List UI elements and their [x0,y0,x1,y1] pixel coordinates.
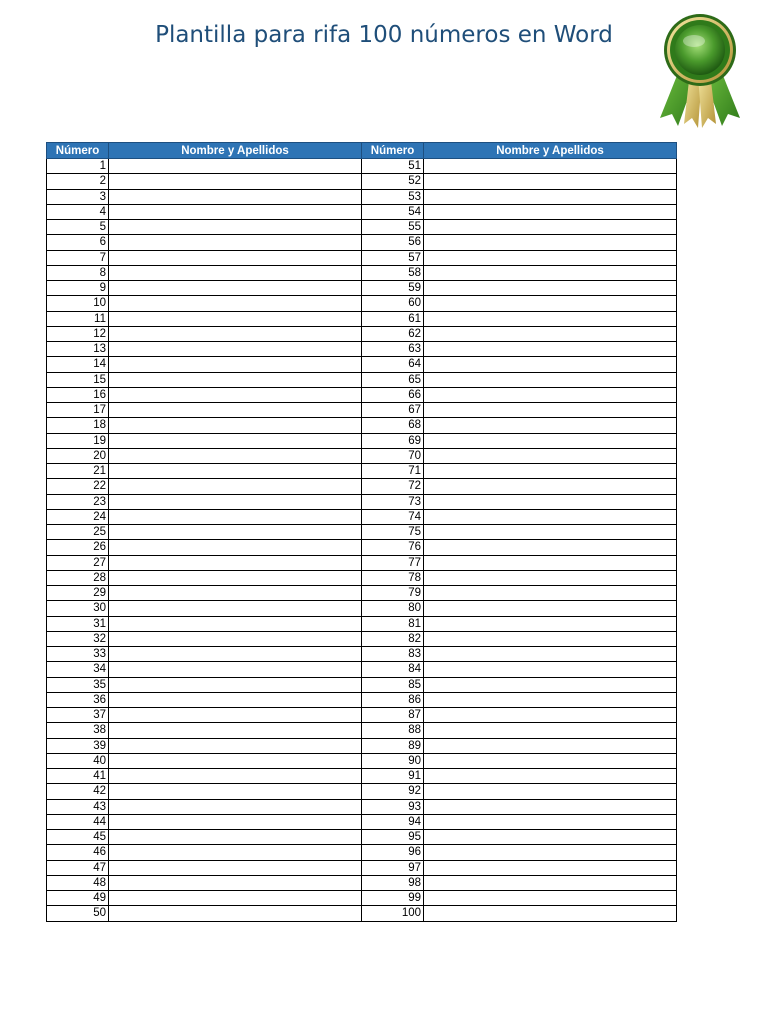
name-cell[interactable] [109,784,362,799]
number-cell: 91 [362,769,424,784]
name-cell[interactable] [109,250,362,265]
name-cell[interactable] [424,433,677,448]
name-cell[interactable] [109,662,362,677]
number-cell: 44 [47,814,109,829]
table-row [47,509,677,524]
name-cell[interactable] [424,845,677,860]
number-cell: 11 [47,311,109,326]
number-cell: 10 [47,296,109,311]
name-cell[interactable] [109,464,362,479]
number-cell: 60 [362,296,424,311]
number-cell: 4 [47,204,109,219]
name-cell[interactable] [424,662,677,677]
name-cell[interactable] [109,647,362,662]
table-row [47,357,677,372]
name-cell[interactable] [109,616,362,631]
number-cell: 100 [362,906,424,921]
raffle-table [46,142,677,922]
page-title: Plantilla para rifa 100 números en Word [155,22,613,48]
number-cell: 80 [362,601,424,616]
number-cell: 34 [47,662,109,677]
name-cell[interactable] [424,159,677,174]
table-row [47,860,677,875]
name-cell[interactable] [109,631,362,646]
name-cell[interactable] [109,403,362,418]
name-cell[interactable] [109,159,362,174]
header-number-right: Número [362,143,424,159]
number-cell: 61 [362,311,424,326]
number-cell: 96 [362,845,424,860]
award-ribbon-icon [650,10,750,134]
name-cell[interactable] [424,448,677,463]
name-cell[interactable] [424,403,677,418]
table-row [47,418,677,433]
table-row [47,723,677,738]
number-cell: 20 [47,448,109,463]
name-cell[interactable] [424,738,677,753]
name-cell[interactable] [109,540,362,555]
number-cell: 36 [47,692,109,707]
number-cell: 93 [362,799,424,814]
table-row [47,616,677,631]
number-cell: 99 [362,891,424,906]
number-cell: 45 [47,830,109,845]
name-cell[interactable] [109,601,362,616]
number-cell: 86 [362,692,424,707]
table-row [47,769,677,784]
table-row [47,403,677,418]
number-cell: 2 [47,174,109,189]
name-cell[interactable] [424,372,677,387]
number-cell: 19 [47,433,109,448]
table-row [47,220,677,235]
table-row [47,204,677,219]
table-row [47,265,677,280]
number-cell: 9 [47,281,109,296]
table-row [47,662,677,677]
number-cell: 46 [47,845,109,860]
number-cell: 7 [47,250,109,265]
table-row [47,784,677,799]
name-cell[interactable] [424,692,677,707]
number-cell: 85 [362,677,424,692]
name-cell[interactable] [109,189,362,204]
number-cell: 68 [362,418,424,433]
table-row [47,601,677,616]
name-cell[interactable] [424,342,677,357]
table-row [47,875,677,890]
name-cell[interactable] [109,265,362,280]
number-cell: 31 [47,616,109,631]
name-cell[interactable] [424,769,677,784]
name-cell[interactable] [424,753,677,768]
number-cell: 92 [362,784,424,799]
name-cell[interactable] [109,525,362,540]
name-cell[interactable] [424,601,677,616]
name-cell[interactable] [109,708,362,723]
number-cell: 12 [47,326,109,341]
table-row [47,464,677,479]
name-cell[interactable] [109,555,362,570]
number-cell: 90 [362,753,424,768]
header-name-right: Nombre y Apellidos [424,143,677,159]
number-cell: 79 [362,586,424,601]
table-row [47,525,677,540]
name-cell[interactable] [424,875,677,890]
table-row [47,174,677,189]
name-cell[interactable] [109,814,362,829]
name-cell[interactable] [109,860,362,875]
name-cell[interactable] [109,799,362,814]
number-cell: 1 [47,159,109,174]
number-cell: 24 [47,509,109,524]
table-header-row [47,143,677,159]
name-cell[interactable] [109,311,362,326]
table-row [47,250,677,265]
number-cell: 33 [47,647,109,662]
number-cell: 39 [47,738,109,753]
name-cell[interactable] [109,570,362,585]
number-cell: 88 [362,723,424,738]
table-row [47,555,677,570]
name-cell[interactable] [424,540,677,555]
name-cell[interactable] [424,265,677,280]
name-cell[interactable] [109,891,362,906]
number-cell: 77 [362,555,424,570]
number-cell: 41 [47,769,109,784]
name-cell[interactable] [424,631,677,646]
name-cell[interactable] [424,723,677,738]
number-cell: 94 [362,814,424,829]
number-cell: 69 [362,433,424,448]
number-cell: 63 [362,342,424,357]
table-row [47,631,677,646]
number-cell: 13 [47,342,109,357]
name-cell[interactable] [109,372,362,387]
table-row [47,647,677,662]
name-cell[interactable] [424,509,677,524]
name-cell[interactable] [424,220,677,235]
name-cell[interactable] [109,509,362,524]
number-cell: 56 [362,235,424,250]
number-cell: 58 [362,265,424,280]
table-row [47,845,677,860]
number-cell: 47 [47,860,109,875]
number-cell: 28 [47,570,109,585]
number-cell: 73 [362,494,424,509]
name-cell[interactable] [109,342,362,357]
number-cell: 75 [362,525,424,540]
name-cell[interactable] [424,830,677,845]
table-row [47,570,677,585]
name-cell[interactable] [109,448,362,463]
name-cell[interactable] [424,296,677,311]
number-cell: 87 [362,708,424,723]
name-cell[interactable] [424,204,677,219]
name-cell[interactable] [424,586,677,601]
header-name-left: Nombre y Apellidos [109,143,362,159]
number-cell: 74 [362,509,424,524]
number-cell: 30 [47,601,109,616]
name-cell[interactable] [109,875,362,890]
table-row [47,891,677,906]
table-row [47,738,677,753]
table-row [47,433,677,448]
name-cell[interactable] [424,555,677,570]
table-row [47,281,677,296]
number-cell: 49 [47,891,109,906]
name-cell[interactable] [109,281,362,296]
number-cell: 81 [362,616,424,631]
number-cell: 42 [47,784,109,799]
number-cell: 27 [47,555,109,570]
table-row [47,159,677,174]
name-cell[interactable] [109,677,362,692]
table-row [47,189,677,204]
number-cell: 59 [362,281,424,296]
name-cell[interactable] [109,174,362,189]
number-cell: 50 [47,906,109,921]
name-cell[interactable] [109,204,362,219]
name-cell[interactable] [109,479,362,494]
name-cell[interactable] [109,753,362,768]
table-row [47,830,677,845]
number-cell: 22 [47,479,109,494]
name-cell[interactable] [424,525,677,540]
name-cell[interactable] [109,418,362,433]
header-number-left: Número [47,143,109,159]
name-cell[interactable] [109,586,362,601]
number-cell: 51 [362,159,424,174]
number-cell: 67 [362,403,424,418]
name-cell[interactable] [109,296,362,311]
name-cell[interactable] [424,357,677,372]
number-cell: 16 [47,387,109,402]
table-row [47,296,677,311]
number-cell: 55 [362,220,424,235]
number-cell: 6 [47,235,109,250]
table-row [47,708,677,723]
name-cell[interactable] [424,250,677,265]
name-cell[interactable] [424,387,677,402]
name-cell[interactable] [424,891,677,906]
name-cell[interactable] [424,174,677,189]
table-row [47,540,677,555]
name-cell[interactable] [109,906,362,921]
number-cell: 70 [362,448,424,463]
table-row [47,494,677,509]
number-cell: 64 [362,357,424,372]
number-cell: 5 [47,220,109,235]
number-cell: 95 [362,830,424,845]
name-cell[interactable] [424,494,677,509]
number-cell: 23 [47,494,109,509]
number-cell: 15 [47,372,109,387]
number-cell: 18 [47,418,109,433]
table-row [47,586,677,601]
name-cell[interactable] [424,479,677,494]
name-cell[interactable] [424,784,677,799]
number-cell: 98 [362,875,424,890]
number-cell: 43 [47,799,109,814]
table-row [47,479,677,494]
name-cell[interactable] [424,418,677,433]
number-cell: 25 [47,525,109,540]
name-cell[interactable] [109,845,362,860]
number-cell: 38 [47,723,109,738]
number-cell: 66 [362,387,424,402]
name-cell[interactable] [424,677,677,692]
name-cell[interactable] [424,189,677,204]
name-cell[interactable] [109,235,362,250]
number-cell: 26 [47,540,109,555]
number-cell: 17 [47,403,109,418]
name-cell[interactable] [424,647,677,662]
name-cell[interactable] [424,708,677,723]
name-cell[interactable] [424,860,677,875]
name-cell[interactable] [109,220,362,235]
table-row [47,814,677,829]
number-cell: 32 [47,631,109,646]
name-cell[interactable] [109,738,362,753]
name-cell[interactable] [109,723,362,738]
name-cell[interactable] [109,433,362,448]
name-cell[interactable] [109,326,362,341]
number-cell: 84 [362,662,424,677]
number-cell: 54 [362,204,424,219]
name-cell[interactable] [109,830,362,845]
table-row [47,326,677,341]
name-cell[interactable] [109,387,362,402]
name-cell[interactable] [109,357,362,372]
name-cell[interactable] [424,799,677,814]
table-row [47,692,677,707]
name-cell[interactable] [424,311,677,326]
table-row [47,311,677,326]
table-row [47,387,677,402]
name-cell[interactable] [424,814,677,829]
name-cell[interactable] [424,570,677,585]
number-cell: 53 [362,189,424,204]
number-cell: 21 [47,464,109,479]
number-cell: 57 [362,250,424,265]
number-cell: 72 [362,479,424,494]
number-cell: 78 [362,570,424,585]
table-row [47,906,677,921]
name-cell[interactable] [424,326,677,341]
number-cell: 76 [362,540,424,555]
number-cell: 35 [47,677,109,692]
number-cell: 40 [47,753,109,768]
table-row [47,677,677,692]
table-row [47,448,677,463]
number-cell: 62 [362,326,424,341]
name-cell[interactable] [424,281,677,296]
table-row [47,342,677,357]
table-row [47,799,677,814]
table-row [47,753,677,768]
number-cell: 65 [362,372,424,387]
table-row [47,235,677,250]
number-cell: 89 [362,738,424,753]
number-cell: 29 [47,586,109,601]
name-cell[interactable] [424,906,677,921]
number-cell: 71 [362,464,424,479]
number-cell: 37 [47,708,109,723]
number-cell: 52 [362,174,424,189]
number-cell: 3 [47,189,109,204]
number-cell: 82 [362,631,424,646]
number-cell: 14 [47,357,109,372]
name-cell[interactable] [109,494,362,509]
name-cell[interactable] [424,235,677,250]
table-row [47,372,677,387]
raffle-table-body [47,159,677,922]
name-cell[interactable] [109,769,362,784]
number-cell: 8 [47,265,109,280]
number-cell: 97 [362,860,424,875]
number-cell: 83 [362,647,424,662]
name-cell[interactable] [109,692,362,707]
number-cell: 48 [47,875,109,890]
name-cell[interactable] [424,464,677,479]
name-cell[interactable] [424,616,677,631]
